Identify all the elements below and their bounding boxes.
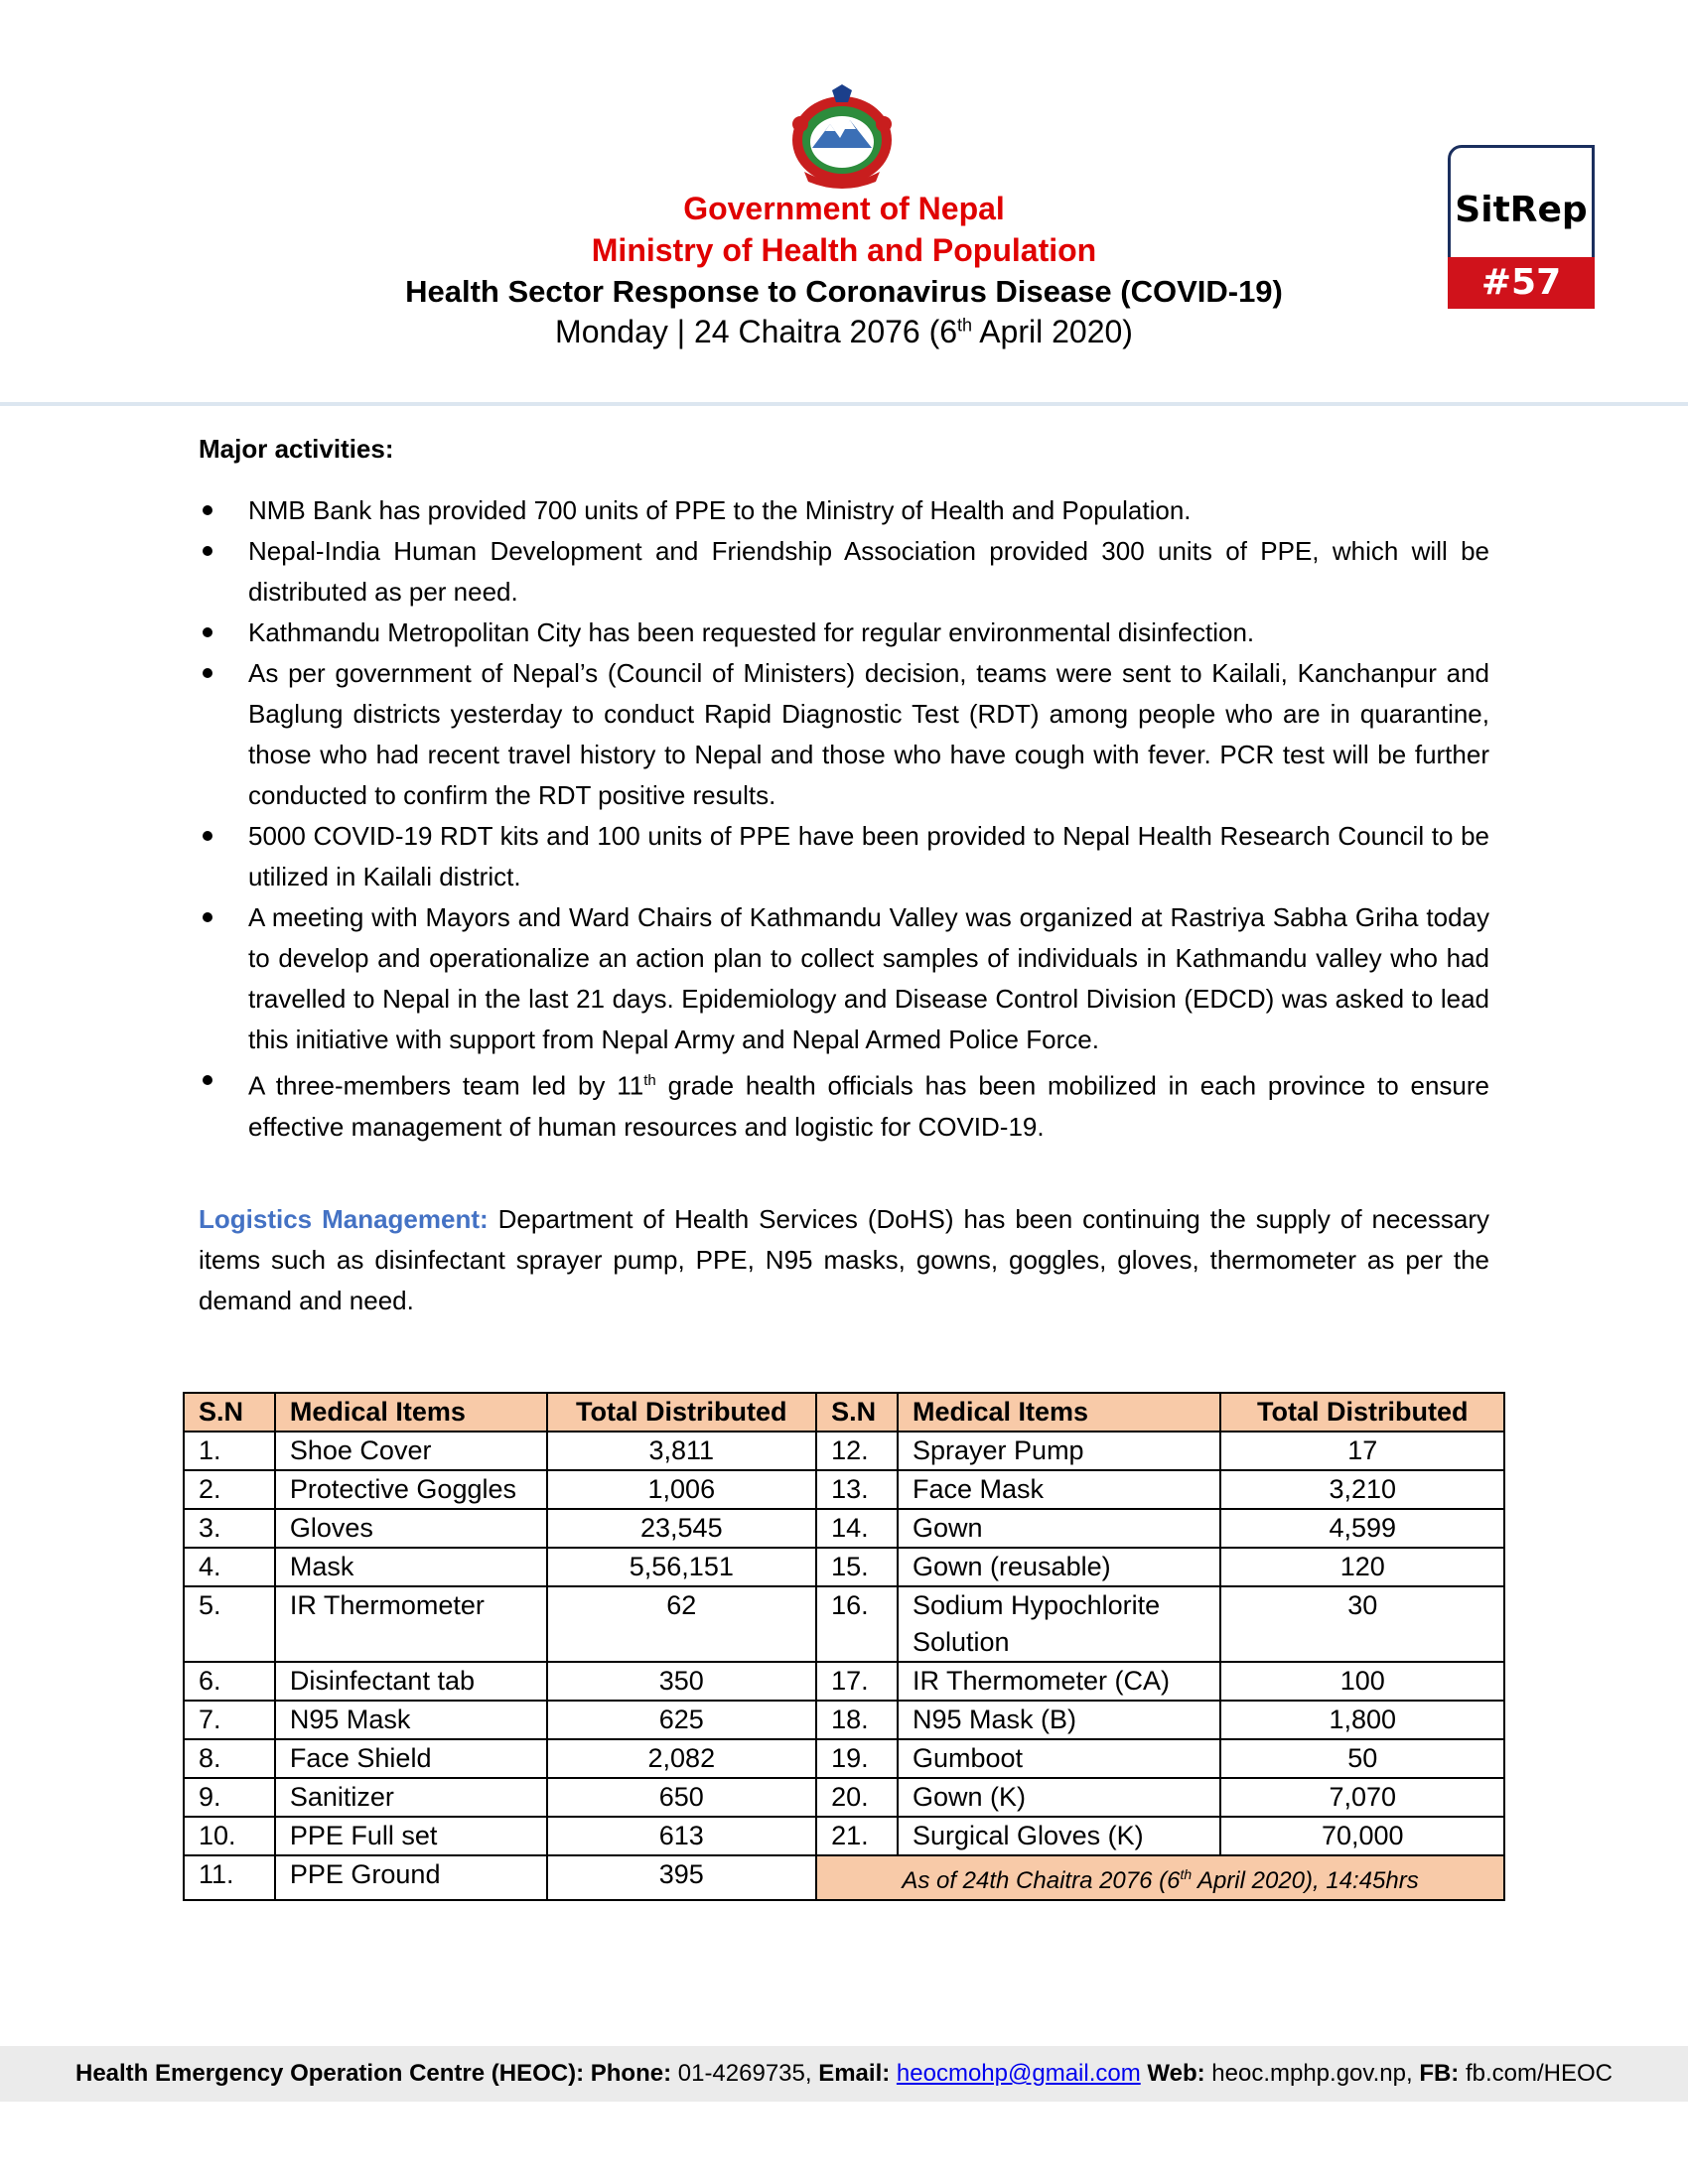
total-cell: 613 bbox=[547, 1817, 817, 1855]
item-cell: Gloves bbox=[275, 1509, 547, 1548]
medical-items-table bbox=[183, 1392, 1505, 1901]
header-medical-items: Medical Items bbox=[275, 1393, 547, 1432]
item-cell: Face Mask bbox=[898, 1470, 1220, 1509]
report-title: Health Sector Response to Coronavirus Disease (COVID-19) bbox=[405, 274, 1283, 309]
item-cell: Sanitizer bbox=[275, 1778, 547, 1817]
sn-cell: 12. bbox=[816, 1432, 898, 1470]
table-row bbox=[184, 1586, 1504, 1662]
total-cell: 70,000 bbox=[1220, 1817, 1504, 1855]
logistics-paragraph: Logistics Management: Department of Health Services (DoHS) has been continuing the supply of necessary items such as disinfectant sprayer pump, PPE, N95 masks, gowns, goggles, gloves, thermometer as per the demand and need. bbox=[199, 1204, 1489, 1315]
sn-cell: 3. bbox=[184, 1509, 275, 1548]
item-cell: Gown (reusable) bbox=[898, 1548, 1220, 1586]
sn-cell: 13. bbox=[816, 1470, 898, 1509]
sn-cell: 2. bbox=[184, 1470, 275, 1509]
total-cell: 350 bbox=[547, 1662, 817, 1701]
sn-cell: 14. bbox=[816, 1509, 898, 1548]
total-cell: 1,800 bbox=[1220, 1701, 1504, 1739]
item-cell: Face Shield bbox=[275, 1739, 547, 1778]
list-item: Nepal-India Human Development and Friendship Association provided 300 units of PPE, which will be distributed as per need. bbox=[199, 531, 1489, 613]
item-cell: PPE Ground bbox=[275, 1855, 547, 1900]
sn-cell: 19. bbox=[816, 1739, 898, 1778]
table-row bbox=[184, 1817, 1504, 1855]
total-cell: 3,210 bbox=[1220, 1470, 1504, 1509]
timestamp-note: As of 24th Chaitra 2076 (6th April 2020), 14:45hrs bbox=[816, 1855, 1504, 1900]
table-row bbox=[184, 1855, 1504, 1900]
item-cell: IR Thermometer bbox=[275, 1586, 547, 1662]
item-cell: IR Thermometer (CA) bbox=[898, 1662, 1220, 1701]
major-activities-list bbox=[199, 490, 1489, 1148]
list-item: NMB Bank has provided 700 units of PPE to the Ministry of Health and Population. bbox=[199, 490, 1489, 531]
sn-cell: 4. bbox=[184, 1548, 275, 1586]
total-cell: 2,082 bbox=[547, 1739, 817, 1778]
table-row bbox=[184, 1778, 1504, 1817]
item-cell: N95 Mask bbox=[275, 1701, 547, 1739]
item-cell: Mask bbox=[275, 1548, 547, 1586]
list-item: As per government of Nepal’s (Council of Ministers) decision, teams were sent to Kailali, Kanchanpur and Baglung districts yesterday to conduct Rapid Diagnostic Test (RDT) among people who are in quarantine, those who had recent travel history to Nepal and those who have cough with fever. PCR test will be further conducted to confirm the RDT positive results. bbox=[199, 653, 1489, 816]
total-cell: 100 bbox=[1220, 1662, 1504, 1701]
total-cell: 23,545 bbox=[547, 1509, 817, 1548]
list-item: A meeting with Mayors and Ward Chairs of Kathmandu Valley was organized at Rastriya Sabha Griha today to develop and operationalize an action plan to collect samples of individuals in Kathmandu valley who had travelled to Nepal in the last 21 days. Epidemiology and Disease Control Division (EDCD) was asked to lead this initiative with support from Nepal Army and Nepal Armed Police Force. bbox=[199, 897, 1489, 1060]
table-row bbox=[184, 1432, 1504, 1470]
item-cell: Protective Goggles bbox=[275, 1470, 547, 1509]
sn-cell: 9. bbox=[184, 1778, 275, 1817]
sn-cell: 7. bbox=[184, 1701, 275, 1739]
footer-contact: Health Emergency Operation Centre (HEOC): Phone: 01-4269735, Email: heocmohp@gmail.com Web: heoc.mphp.gov.np, FB: fb.com/HEOC bbox=[0, 2046, 1688, 2102]
sn-cell: 20. bbox=[816, 1778, 898, 1817]
header-total-distributed: Total Distributed bbox=[547, 1393, 817, 1432]
sn-cell: 18. bbox=[816, 1701, 898, 1739]
header-sn: S.N bbox=[184, 1393, 275, 1432]
sitrep-number: #57 bbox=[1448, 257, 1595, 309]
item-cell: Gown bbox=[898, 1509, 1220, 1548]
table-row bbox=[184, 1662, 1504, 1701]
item-cell: Sodium Hypochlorite Solution bbox=[898, 1586, 1220, 1662]
item-cell: PPE Full set bbox=[275, 1817, 547, 1855]
total-cell: 5,56,151 bbox=[547, 1548, 817, 1586]
item-cell: Surgical Gloves (K) bbox=[898, 1817, 1220, 1855]
total-cell: 395 bbox=[547, 1855, 817, 1900]
total-cell: 650 bbox=[547, 1778, 817, 1817]
list-item: 5000 COVID-19 RDT kits and 100 units of PPE have been provided to Nepal Health Research Council to be utilized in Kailali district. bbox=[199, 816, 1489, 897]
sn-cell: 17. bbox=[816, 1662, 898, 1701]
email-link[interactable]: heocmohp@gmail.com bbox=[896, 2060, 1141, 2087]
header-medical-items: Medical Items bbox=[898, 1393, 1220, 1432]
major-activities-heading: Major activities: bbox=[199, 434, 394, 464]
sitrep-label: SitRep bbox=[1455, 190, 1588, 230]
sn-cell: 16. bbox=[816, 1586, 898, 1662]
sn-cell: 8. bbox=[184, 1739, 275, 1778]
total-cell: 17 bbox=[1220, 1432, 1504, 1470]
table-row bbox=[184, 1509, 1504, 1548]
table-row bbox=[184, 1739, 1504, 1778]
item-cell: Disinfectant tab bbox=[275, 1662, 547, 1701]
total-cell: 3,811 bbox=[547, 1432, 817, 1470]
sn-cell: 10. bbox=[184, 1817, 275, 1855]
item-cell: Gown (K) bbox=[898, 1778, 1220, 1817]
sn-cell: 21. bbox=[816, 1817, 898, 1855]
item-cell: Gumboot bbox=[898, 1739, 1220, 1778]
total-cell: 7,070 bbox=[1220, 1778, 1504, 1817]
total-cell: 1,006 bbox=[547, 1470, 817, 1509]
sitrep-badge bbox=[1448, 145, 1595, 308]
total-cell: 62 bbox=[547, 1586, 817, 1662]
report-date: Monday | 24 Chaitra 2076 (6th April 2020) bbox=[555, 314, 1133, 349]
total-cell: 50 bbox=[1220, 1739, 1504, 1778]
item-cell: Sprayer Pump bbox=[898, 1432, 1220, 1470]
nepal-emblem-icon bbox=[782, 84, 902, 192]
header-total-distributed: Total Distributed bbox=[1220, 1393, 1504, 1432]
sn-cell: 1. bbox=[184, 1432, 275, 1470]
list-item: Kathmandu Metropolitan City has been requested for regular environmental disinfection. bbox=[199, 613, 1489, 653]
item-cell: N95 Mask (B) bbox=[898, 1701, 1220, 1739]
header-sn: S.N bbox=[816, 1393, 898, 1432]
sn-cell: 11. bbox=[184, 1855, 275, 1900]
ministry-title: Ministry of Health and Population bbox=[591, 232, 1097, 268]
table-row bbox=[184, 1548, 1504, 1586]
total-cell: 30 bbox=[1220, 1586, 1504, 1662]
total-cell: 625 bbox=[547, 1701, 817, 1739]
total-cell: 120 bbox=[1220, 1548, 1504, 1586]
item-cell: Shoe Cover bbox=[275, 1432, 547, 1470]
table-header-row bbox=[184, 1393, 1504, 1432]
sn-cell: 6. bbox=[184, 1662, 275, 1701]
table-row bbox=[184, 1701, 1504, 1739]
sn-cell: 15. bbox=[816, 1548, 898, 1586]
logistics-label: Logistics Management: bbox=[199, 1204, 489, 1234]
table-row bbox=[184, 1470, 1504, 1509]
government-title: Government of Nepal bbox=[683, 191, 1005, 226]
header-divider bbox=[0, 402, 1688, 406]
total-cell: 4,599 bbox=[1220, 1509, 1504, 1548]
sn-cell: 5. bbox=[184, 1586, 275, 1662]
list-item: A three-members team led by 11th grade health officials has been mobilized in each province to ensure effective management of human resources and logistic for COVID-19. bbox=[199, 1060, 1489, 1148]
